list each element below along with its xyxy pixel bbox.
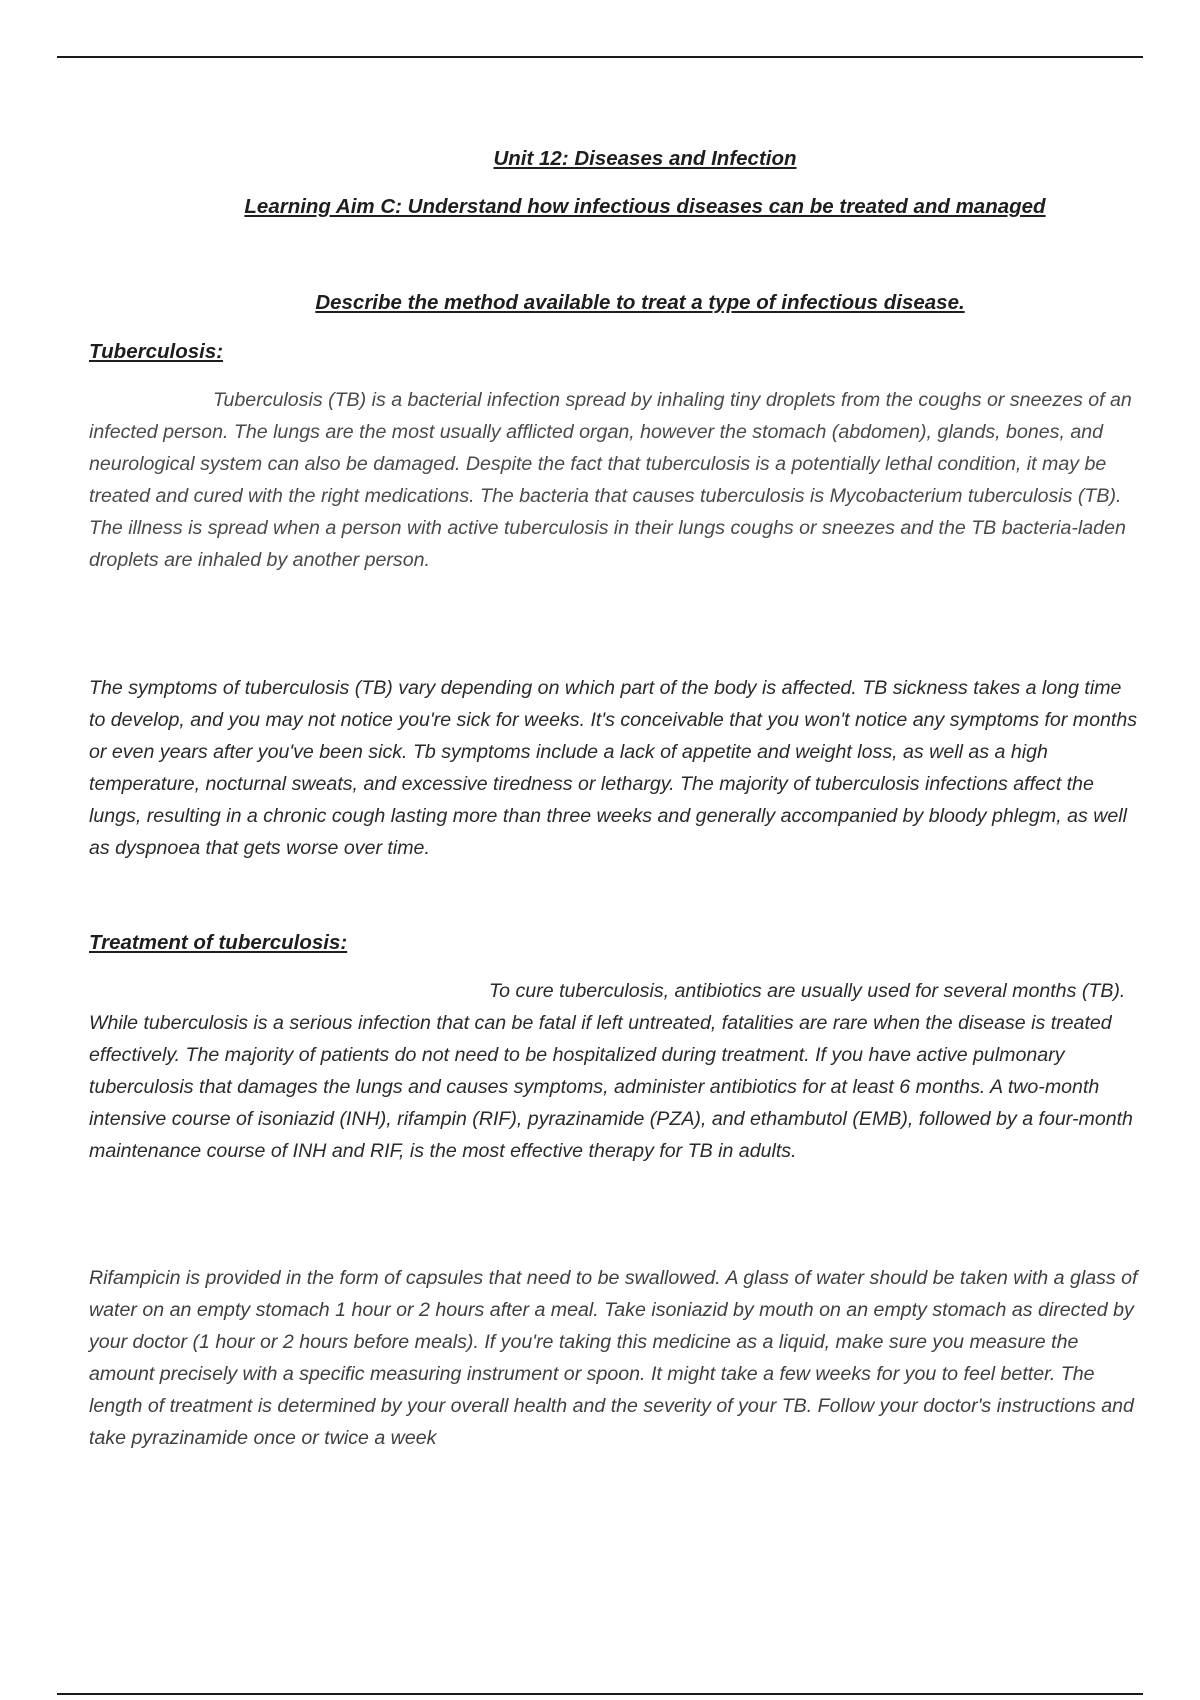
paragraph-tb-symptoms: The symptoms of tuberculosis (TB) vary depending on which part of the body is affected. TB sickness takes a long time to develop, and you may not notice you're sick for weeks. It's conceivable that you won't notice any symptoms for months or even years after you've been sick. Tb symptoms include a lack of appetite and weight loss, as well as a high temperature, nocturnal sweats, and excessive tiredness or lethargy. The majority of tuberculosis infections affect the lungs, resulting in a chronic cough lasting more than three weeks and generally accompanied by bloody phlegm, as well as dyspnoea that gets worse over time. xyxy=(89,677,1138,859)
paragraph-treatment-dosage: Rifampicin is provided in the form of capsules that need to be swallowed. A glass of water should be taken with a glass of water on an empty stomach 1 hour or 2 hours after a meal. Take isoniazid by mouth on an empty stomach as directed by your doctor (1 hour or 2 hours before meals). If you're taking this medicine as a liquid, make sure you measure the amount precisely with a specific measuring instrument or spoon. It might take a few weeks for you to feel better. The length of treatment is determined by your overall health and the severity of your TB. Follow your doctor's instructions and take pyrazinamide once or twice a week xyxy=(89,1267,1138,1449)
task-heading: Describe the method available to treat a type of infectious disease. xyxy=(315,291,965,314)
paragraph-treatment-antibiotics: To cure tuberculosis, antibiotics are usually used for several months (TB). While tuberculosis is a serious infection that can be fatal if left untreated, fatalities are rare when the disease is treated effectively. The majority of patients do not need to be hospitalized during treatment. If you have active pulmonary tuberculosis that damages the lungs and causes symptoms, administer antibiotics for at least 6 months. A two-month intensive course of isoniazid (INH), rifampin (RIF), pyrazinamide (PZA), and ethambutol (EMB), followed by a four-month maintenance course of INH and RIF, is the most effective therapy for TB in adults. xyxy=(89,980,1133,1162)
header-rule xyxy=(57,56,1143,58)
learning-aim-heading: Learning Aim C: Understand how infectious diseases can be treated and managed xyxy=(244,195,1046,218)
unit-title: Unit 12: Diseases and Infection xyxy=(493,147,797,170)
section-heading-treatment: Treatment of tuberculosis: xyxy=(89,931,348,954)
section-heading-tuberculosis: Tuberculosis: xyxy=(89,340,224,363)
footer-rule xyxy=(57,1693,1143,1695)
paragraph-tb-intro: Tuberculosis (TB) is a bacterial infection spread by inhaling tiny droplets from the coughs or sneezes of an infected person. The lungs are the most usually afflicted organ, however the stomach (abdomen), glands, bones, and neurological system can also be damaged. Despite the fact that tuberculosis is a potentially lethal condition, it may be treated and cured with the right medications. The bacteria that causes tuberculosis is Mycobacterium tuberculosis (TB). The illness is spread when a person with active tuberculosis in their lungs coughs or sneezes and the TB bacteria-laden droplets are inhaled by another person. xyxy=(89,389,1132,571)
